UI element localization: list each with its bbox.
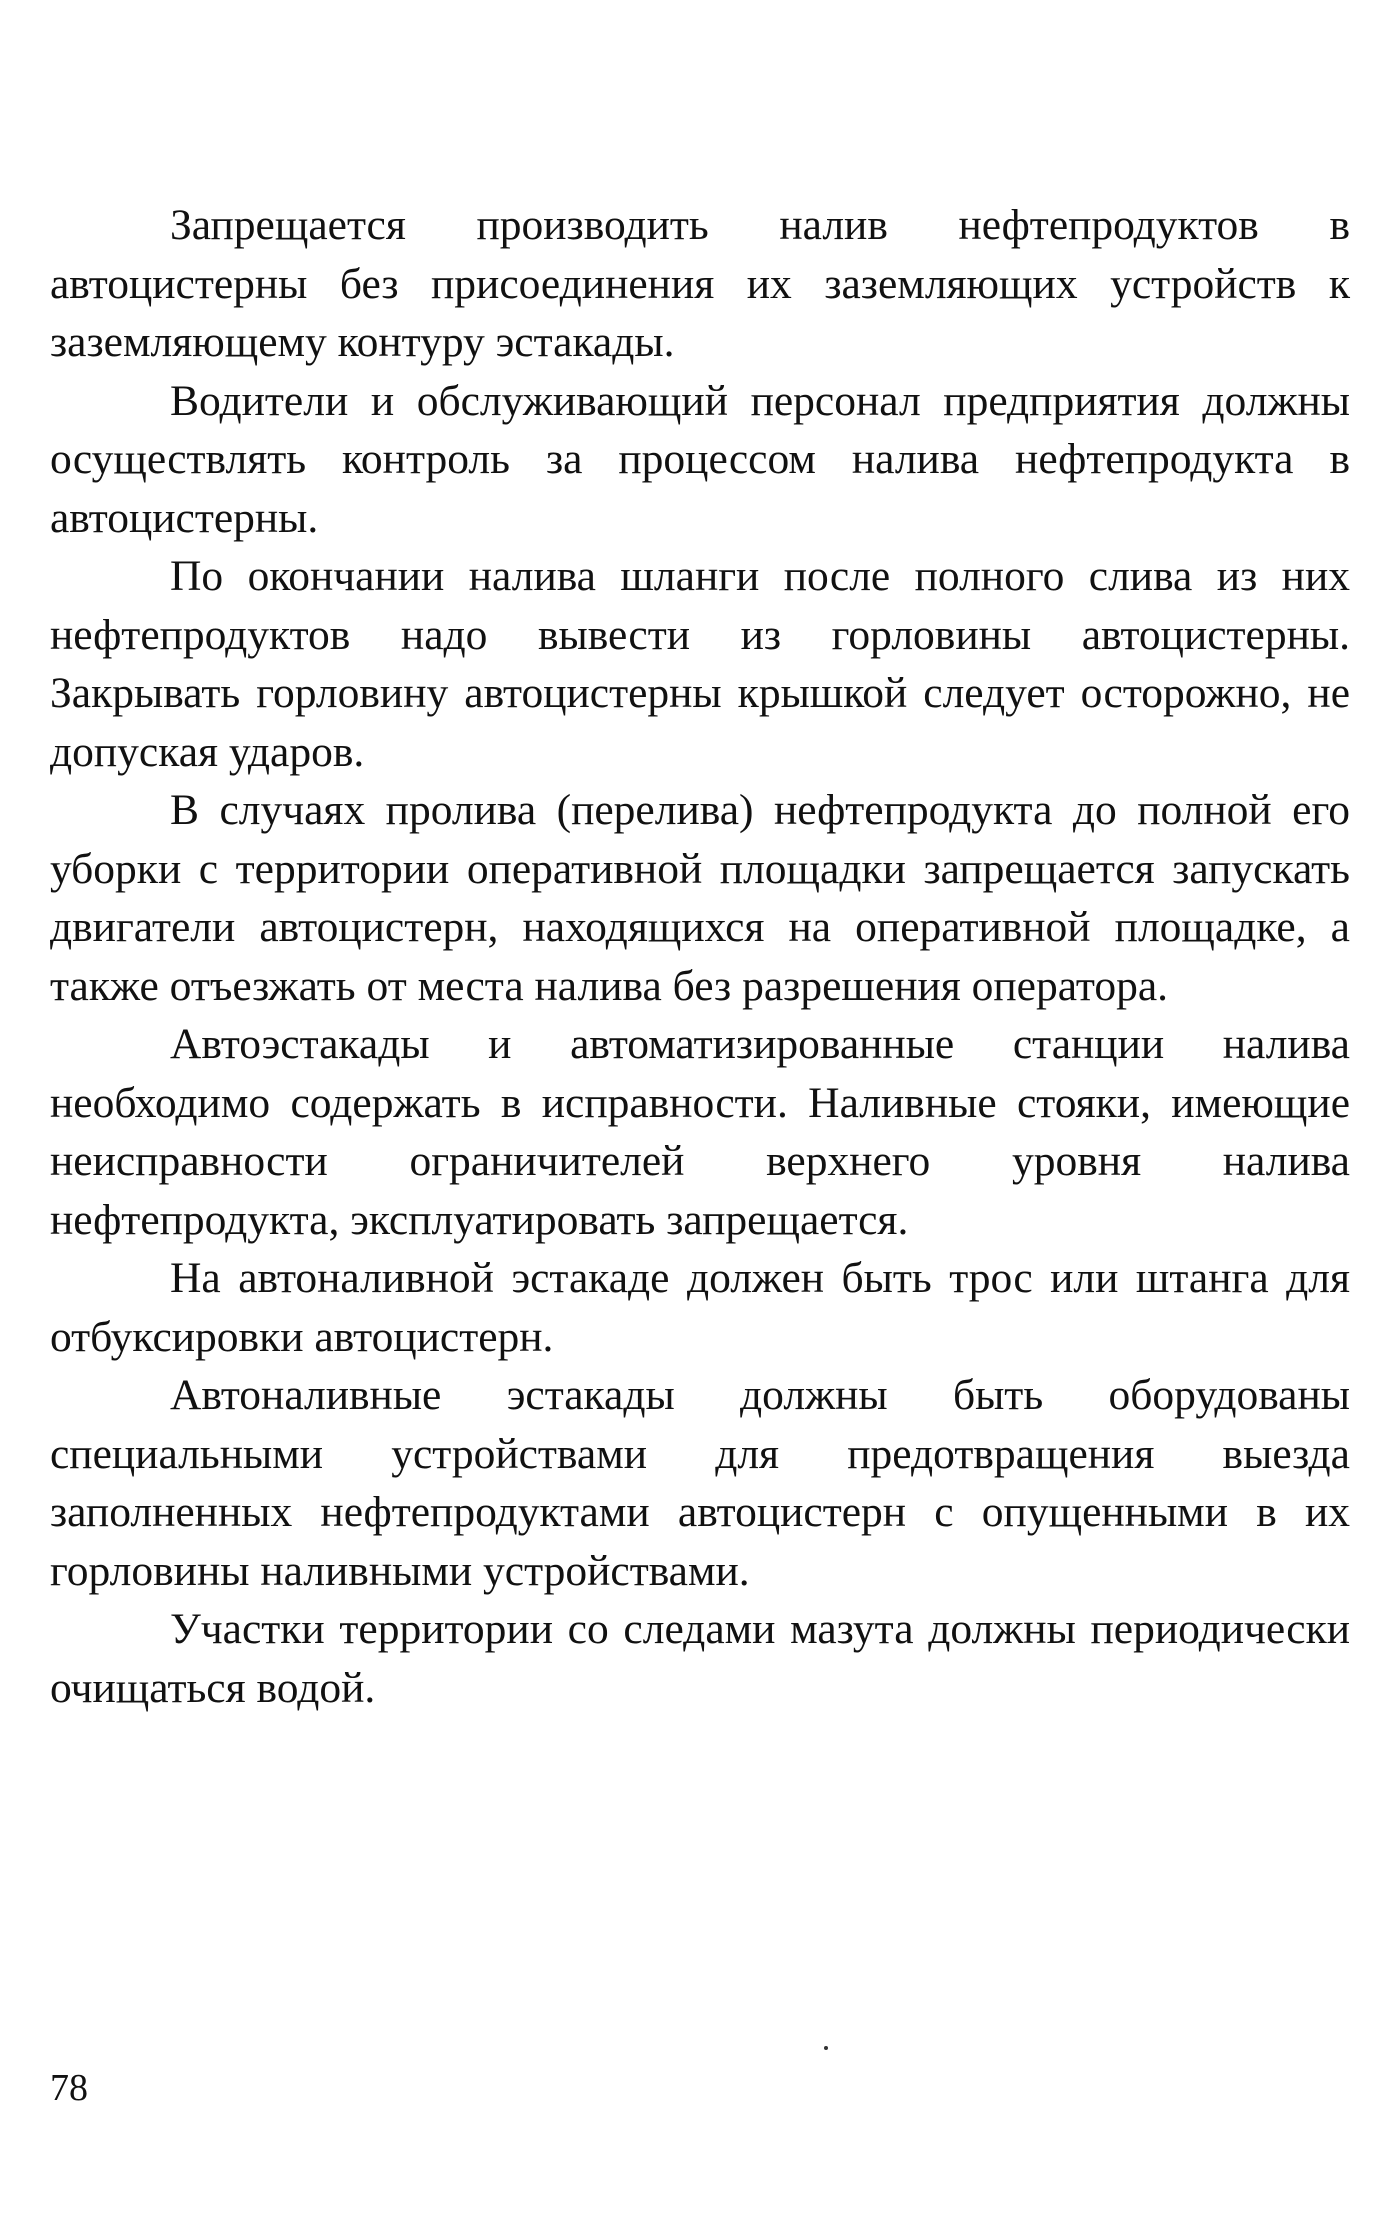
- paragraph-7: Автоналивные эстакады должны быть оборудованы специальными устройствами для предотвращения выезда заполненных нефтепродуктами автоцистерн с опущенными в их горловины наливными устройствами.: [50, 1371, 1350, 1595]
- page-number: 78: [50, 2067, 88, 2109]
- paragraph-8: Участки территории со следами мазута должны периодически очищаться водой.: [50, 1605, 1350, 1712]
- paragraph-1: Запрещается производить налив нефтепродуктов в автоцистерны без присоединения их заземляющих устройств к заземляющему контуру эстакады.: [50, 201, 1350, 366]
- paragraph-4: В случаях пролива (перелива) нефтепродукта до полной его уборки с территории оперативной площадки запрещается запускать двигатели автоцистерн, находящихся на оперативной площадке, а также отъезжать от места налива без разрешения оператора.: [50, 786, 1350, 1010]
- body-text: [50, 196, 1350, 1717]
- paragraph-3: По окончании налива шланги после полного слива из них нефтепродуктов надо вывести из горловины автоцистерны. Закрывать горловину автоцистерны крышкой следует осторожно, не допуская ударов.: [50, 552, 1350, 776]
- paragraph-2: Водители и обслуживающий персонал предприятия должны осуществлять контроль за процессом налива нефтепродукта в автоцистерны.: [50, 376, 1350, 542]
- scan-speck: [824, 2046, 828, 2050]
- paragraph-6: На автоналивной эстакаде должен быть трос или штанга для отбуксировки автоцистерн.: [50, 1254, 1350, 1361]
- paragraph-5: Автоэстакады и автоматизированные станции налива необходимо содержать в исправности. Наливные стояки, имеющие неисправности ограничителей верхнего уровня налива нефтепродукта, эксплуатировать запрещается.: [50, 1020, 1350, 1244]
